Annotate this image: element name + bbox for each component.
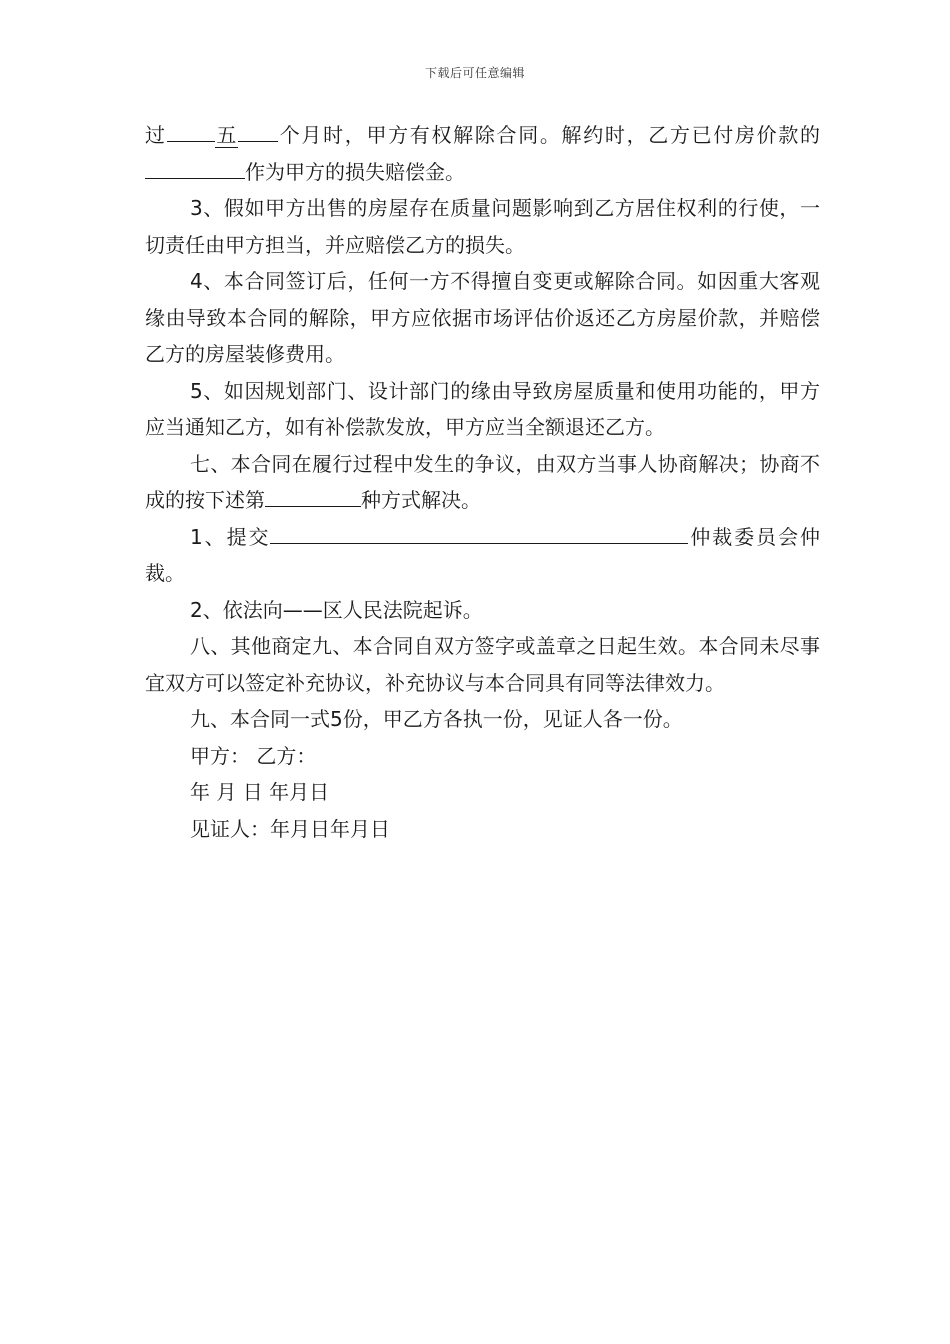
months-value: 五 (214, 123, 239, 147)
text-segment: 作为甲方的损失赔偿金。 (245, 159, 465, 184)
text-segment: 种方式解决。 (361, 488, 481, 512)
text-segment: 七、本合同在履行过程中发生的争议，由双方当事人协商解决；协商不成的按下述第 (145, 451, 820, 512)
blank-field-compensation (145, 156, 245, 179)
paragraph-clause-3: 3、假如甲方出售的房屋存在质量问题影响到乙方居住权利的行使，一切责任由甲方担当，并应赔偿乙方的损失。 (145, 196, 820, 257)
text-segment: 个月时，甲方有权解除合同。解约时，乙方已付房价款的 (278, 123, 821, 147)
page-header: 下载后可任意编辑 (424, 66, 525, 80)
paragraph-arbitration (145, 519, 820, 592)
paragraph-clause-4: 4、本合同签订后，任何一方不得擅自变更或解除合同。如因重大客观缘由导致本合同的解除，甲方应依据市场评估价返还乙方房屋价款，并赔偿乙方的房屋装修费用。 (145, 269, 820, 366)
document-body (145, 117, 820, 847)
paragraph-clause-5: 5、如因规划部门、设计部门的缘由导致房屋质量和使用功能的，甲方应当通知乙方，如有补偿款发放，甲方应当全额退还乙方。 (145, 378, 820, 439)
text-segment: 仲裁委员会仲裁。 (145, 524, 820, 585)
signature-dates: 年 月 日 年月日 (190, 780, 330, 804)
blank-field-arbitration-committee (270, 521, 688, 544)
text-segment: 1、提交 (190, 524, 271, 549)
blank-field-method (265, 484, 361, 507)
blank-field-months (167, 119, 215, 142)
paragraph-other-terms: 八、其他商定九、本合同自双方签字或盖章之日起生效。本合同未尽事宜双方可以签定补充协议，补充协议与本合同具有同等法律效力。 (145, 634, 820, 695)
paragraph-penalty (145, 117, 820, 190)
paragraph-copies: 九、本合同一式5份，甲乙方各执一份，见证人各一份。 (190, 707, 683, 731)
signature-witness: 见证人：年月日年月日 (190, 816, 390, 841)
paragraph-court: 2、依法向——区人民法院起诉。 (190, 597, 483, 622)
signature-parties: 甲方： 乙方： (190, 743, 317, 768)
text-segment: 过 (145, 123, 167, 147)
blank-field-months-tail (238, 119, 278, 142)
paragraph-dispute (145, 446, 820, 519)
